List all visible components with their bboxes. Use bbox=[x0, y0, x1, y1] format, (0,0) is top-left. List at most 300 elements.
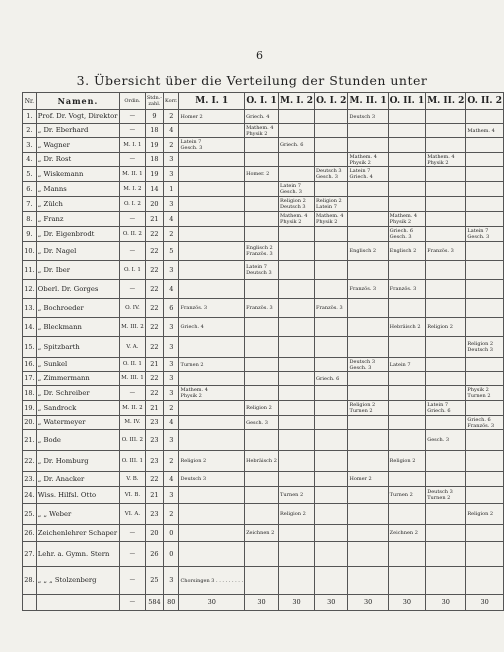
subject-cell bbox=[466, 525, 504, 542]
subject-entry: Mathem. 4 bbox=[316, 213, 344, 219]
subject-cell bbox=[315, 416, 348, 430]
subject-cell bbox=[348, 182, 388, 197]
subject-entry: Deutsch 3 bbox=[246, 270, 272, 276]
table-row bbox=[23, 110, 504, 124]
subject-cell bbox=[179, 110, 245, 124]
corrections-count: 3 bbox=[164, 358, 179, 372]
header-class: O. II. 2 bbox=[466, 93, 504, 110]
teacher-name: „ Bochroeder bbox=[36, 299, 119, 318]
header-stdnzahl: Stdn.-zahl. bbox=[145, 93, 163, 110]
subject-cell bbox=[279, 124, 315, 138]
subject-cell bbox=[426, 401, 466, 416]
subject-cell bbox=[315, 110, 348, 124]
hours-count: 22 bbox=[145, 472, 163, 487]
header-korr: Korr. bbox=[164, 93, 179, 110]
subject-entry: Homer. 2 bbox=[246, 171, 270, 177]
subject-cell bbox=[348, 167, 388, 182]
subject-cell bbox=[348, 430, 388, 451]
teacher-name: „ Zülch bbox=[36, 197, 119, 212]
ordinarius: M. III. 2 bbox=[120, 318, 146, 337]
subject-cell bbox=[279, 386, 315, 401]
subject-cell bbox=[315, 242, 348, 261]
subject-cell bbox=[245, 261, 279, 280]
subject-cell bbox=[245, 430, 279, 451]
subject-cell bbox=[315, 504, 348, 525]
corrections-count: 0 bbox=[164, 525, 179, 542]
subject-entry: Zeichnen 2 bbox=[246, 530, 275, 536]
subject-cell bbox=[279, 153, 315, 167]
totals-blank bbox=[36, 595, 119, 611]
subject-cell bbox=[388, 416, 426, 430]
totals-blank bbox=[23, 595, 37, 611]
hours-count: 22 bbox=[145, 280, 163, 299]
subject-cell bbox=[388, 242, 426, 261]
table-row bbox=[23, 487, 504, 504]
subject-cell bbox=[245, 182, 279, 197]
subject-cell bbox=[388, 451, 426, 472]
subject-entry: Mathem. 4 bbox=[389, 213, 418, 219]
subject-cell bbox=[466, 153, 504, 167]
teaching-hours-table bbox=[22, 92, 504, 611]
class-total: 30 bbox=[388, 595, 426, 611]
subject-cell bbox=[245, 110, 279, 124]
ordinarius: — bbox=[120, 242, 146, 261]
table-row bbox=[23, 212, 504, 227]
subject-cell bbox=[466, 318, 504, 337]
subject-cell bbox=[426, 372, 466, 386]
subject-cell bbox=[426, 212, 466, 227]
subject-entry: Gesch. 3 bbox=[427, 437, 450, 443]
teacher-name: „ Spitzbarth bbox=[36, 337, 119, 358]
subject-cell bbox=[426, 487, 466, 504]
hours-count: 22 bbox=[145, 261, 163, 280]
hours-count: 21 bbox=[145, 358, 163, 372]
table-row bbox=[23, 386, 504, 401]
subject-entry: Mathem. 4 bbox=[180, 387, 208, 393]
page-title: 3. Übersicht über die Verteilung der Stunden unter bbox=[76, 73, 428, 88]
ordinarius: O. I. 1 bbox=[120, 261, 146, 280]
row-number: 19. bbox=[23, 401, 37, 416]
subject-cell bbox=[245, 372, 279, 386]
hours-count: 9 bbox=[145, 110, 163, 124]
subject-cell bbox=[279, 358, 315, 372]
hours-count: 14 bbox=[145, 182, 163, 197]
subject-cell bbox=[179, 153, 245, 167]
subject-entry: Griech. 6 bbox=[389, 228, 413, 234]
subject-cell bbox=[388, 280, 426, 299]
header-class: O. I. 2 bbox=[315, 93, 348, 110]
totals-row bbox=[23, 595, 504, 611]
subject-cell bbox=[426, 182, 466, 197]
teacher-name: „ Sandrock bbox=[36, 401, 119, 416]
row-number: 17. bbox=[23, 372, 37, 386]
row-number: 1. bbox=[23, 110, 37, 124]
teacher-name: „ Bleckmann bbox=[36, 318, 119, 337]
subject-cell bbox=[315, 337, 348, 358]
subject-cell bbox=[388, 182, 426, 197]
subject-cell bbox=[179, 212, 245, 227]
subject-entry: Latein 7 bbox=[180, 139, 202, 145]
subject-cell bbox=[466, 416, 504, 430]
subject-cell bbox=[179, 525, 245, 542]
subject-cell bbox=[348, 472, 388, 487]
corrections-count: 4 bbox=[164, 416, 179, 430]
subject-cell bbox=[348, 542, 388, 567]
subject-cell bbox=[245, 386, 279, 401]
row-number: 18. bbox=[23, 386, 37, 401]
subject-cell bbox=[426, 386, 466, 401]
subject-cell bbox=[348, 416, 388, 430]
ordinarius: O. II. 2 bbox=[120, 227, 146, 242]
subject-cell bbox=[348, 487, 388, 504]
row-number: 23. bbox=[23, 472, 37, 487]
table-row bbox=[23, 182, 504, 197]
ordinarius: M. I. 1 bbox=[120, 138, 146, 153]
subject-cell bbox=[245, 280, 279, 299]
subject-cell bbox=[315, 372, 348, 386]
row-number: 27. bbox=[23, 542, 37, 567]
subject-cell bbox=[426, 242, 466, 261]
row-number: 14. bbox=[23, 318, 37, 337]
subject-cell bbox=[348, 318, 388, 337]
ordinarius: M. I. 2 bbox=[120, 182, 146, 197]
table-row bbox=[23, 124, 504, 138]
corrections-count: 1 bbox=[164, 182, 179, 197]
subject-entry: Physik 2 bbox=[467, 387, 489, 393]
subject-cell bbox=[179, 386, 245, 401]
table-row bbox=[23, 416, 504, 430]
hours-count: 19 bbox=[145, 167, 163, 182]
subject-cell bbox=[279, 487, 315, 504]
corrections-count: 4 bbox=[164, 212, 179, 227]
corrections-count: 2 bbox=[164, 227, 179, 242]
hours-count: 18 bbox=[145, 153, 163, 167]
subject-cell bbox=[466, 212, 504, 227]
subject-cell bbox=[466, 542, 504, 567]
hours-count: 23 bbox=[145, 430, 163, 451]
subject-entry: Deutsch 3 bbox=[467, 347, 493, 353]
table-row bbox=[23, 451, 504, 472]
subject-entry: Französ. 3 bbox=[180, 305, 208, 311]
subject-cell bbox=[388, 212, 426, 227]
table-row bbox=[23, 318, 504, 337]
row-number: 5. bbox=[23, 167, 37, 182]
subject-entry: Englisch 2 bbox=[246, 245, 273, 251]
table-row bbox=[23, 472, 504, 487]
teacher-name: „ Wagner bbox=[36, 138, 119, 153]
subject-cell bbox=[279, 318, 315, 337]
table-row bbox=[23, 280, 504, 299]
subject-cell bbox=[388, 110, 426, 124]
subject-cell bbox=[388, 487, 426, 504]
subject-entry: Turnen 2 bbox=[180, 361, 204, 368]
subject-cell bbox=[245, 416, 279, 430]
subject-cell bbox=[179, 197, 245, 212]
subject-entry: Religion 2 bbox=[467, 511, 494, 517]
ordinarius: VI. B. bbox=[120, 487, 146, 504]
subject-entry: Physik 2 bbox=[246, 130, 268, 137]
header-row bbox=[23, 93, 504, 110]
subject-cell bbox=[179, 280, 245, 299]
subject-cell bbox=[179, 401, 245, 416]
subject-cell bbox=[348, 227, 388, 242]
ordinarius: — bbox=[120, 567, 146, 595]
subject-cell bbox=[315, 487, 348, 504]
subject-cell bbox=[426, 261, 466, 280]
hours-count: 23 bbox=[145, 451, 163, 472]
corrections-count: 3 bbox=[164, 197, 179, 212]
header-class: M. I. 2 bbox=[279, 93, 315, 110]
subject-cell bbox=[348, 358, 388, 372]
subject-cell bbox=[315, 430, 348, 451]
subject-cell bbox=[279, 242, 315, 261]
ordinarius: M. II. 1 bbox=[120, 167, 146, 182]
subject-entry: Turnen 2 bbox=[349, 408, 373, 414]
subject-cell bbox=[426, 138, 466, 153]
subject-cell bbox=[179, 504, 245, 525]
subject-cell bbox=[426, 504, 466, 525]
table-row bbox=[23, 525, 504, 542]
header-class: O. II. 1 bbox=[388, 93, 426, 110]
subject-cell bbox=[315, 386, 348, 401]
subject-cell bbox=[348, 401, 388, 416]
table-row bbox=[23, 337, 504, 358]
subject-cell bbox=[279, 261, 315, 280]
subject-cell bbox=[426, 358, 466, 372]
subject-cell bbox=[245, 472, 279, 487]
subject-cell bbox=[315, 124, 348, 138]
corrections-count: 2 bbox=[164, 504, 179, 525]
subject-cell bbox=[245, 318, 279, 337]
subject-cell bbox=[245, 227, 279, 242]
ordinarius: M. II. 2 bbox=[120, 401, 146, 416]
subject-cell bbox=[179, 124, 245, 138]
ordinarius: — bbox=[120, 542, 146, 567]
subject-cell bbox=[315, 542, 348, 567]
subject-entry: Gesch. 3 bbox=[280, 189, 302, 195]
subject-cell bbox=[348, 337, 388, 358]
ordinarius: O. II. 1 bbox=[120, 358, 146, 372]
total-corrections: 80 bbox=[164, 595, 179, 611]
subject-cell bbox=[179, 430, 245, 451]
subject-entry: Griech. 6 bbox=[467, 416, 491, 423]
subject-cell bbox=[388, 153, 426, 167]
subject-entry: Mathem. 4 bbox=[427, 153, 455, 160]
subject-entry: Turnen 2 bbox=[427, 495, 451, 501]
subject-cell bbox=[466, 337, 504, 358]
teacher-name: „ Zimmermann bbox=[36, 372, 119, 386]
subject-cell bbox=[426, 299, 466, 318]
row-number: 22. bbox=[23, 451, 37, 472]
subject-cell bbox=[348, 372, 388, 386]
teacher-name: „ „ „ Stolzenberg bbox=[36, 567, 119, 595]
subject-cell bbox=[348, 525, 388, 542]
subject-cell bbox=[388, 124, 426, 138]
subject-cell bbox=[279, 212, 315, 227]
subject-entry: Französ. 3 bbox=[246, 305, 273, 311]
subject-cell bbox=[388, 138, 426, 153]
subject-cell bbox=[388, 386, 426, 401]
corrections-count: 3 bbox=[164, 487, 179, 504]
teacher-name: „ Wiskemann bbox=[36, 167, 119, 182]
subject-cell bbox=[348, 212, 388, 227]
subject-entry: Religion 2 bbox=[389, 458, 416, 464]
subject-cell bbox=[348, 567, 388, 595]
subject-cell bbox=[179, 567, 245, 595]
subject-entry: Mathem. 4 bbox=[280, 213, 308, 219]
subject-cell bbox=[388, 372, 426, 386]
subject-cell bbox=[179, 372, 245, 386]
row-number: 8. bbox=[23, 212, 37, 227]
subject-entry: Zeichnen 2 bbox=[389, 530, 418, 536]
corrections-count: 2 bbox=[164, 138, 179, 153]
subject-cell bbox=[426, 525, 466, 542]
subject-entry: Mathem. 4 bbox=[467, 127, 495, 134]
subject-cell bbox=[279, 401, 315, 416]
subject-cell bbox=[388, 542, 426, 567]
subject-cell bbox=[388, 337, 426, 358]
subject-entry: Religion 2 bbox=[467, 341, 494, 347]
subject-entry: Griech. 4 bbox=[349, 174, 373, 180]
subject-cell bbox=[179, 451, 245, 472]
ordinarius: — bbox=[120, 110, 146, 124]
corrections-count: 3 bbox=[164, 386, 179, 401]
subject-entry: Physik 2 bbox=[349, 159, 371, 166]
corrections-count: 3 bbox=[164, 167, 179, 182]
corrections-count: 3 bbox=[164, 372, 179, 386]
subject-cell bbox=[245, 525, 279, 542]
subject-entry: Religion 2 bbox=[280, 198, 306, 204]
subject-entry: Deutsch 3 bbox=[349, 358, 376, 365]
subject-cell bbox=[466, 386, 504, 401]
subject-entry: Religion 2 bbox=[246, 405, 272, 411]
row-number: 7. bbox=[23, 197, 37, 212]
class-total: 30 bbox=[348, 595, 388, 611]
subject-entry: Griech. 6 bbox=[316, 375, 340, 382]
subject-entry: Latein 7 bbox=[246, 264, 267, 270]
subject-cell bbox=[315, 261, 348, 280]
subject-cell bbox=[245, 358, 279, 372]
header-ordin: Ordin. bbox=[120, 93, 146, 110]
row-number: 9. bbox=[23, 227, 37, 242]
row-number: 16. bbox=[23, 358, 37, 372]
subject-cell bbox=[279, 416, 315, 430]
subject-entry: Französ. 3 bbox=[316, 305, 343, 311]
subject-cell bbox=[426, 451, 466, 472]
hours-count: 19 bbox=[145, 138, 163, 153]
subject-cell bbox=[179, 337, 245, 358]
subject-cell bbox=[315, 401, 348, 416]
subject-cell bbox=[245, 242, 279, 261]
subject-cell bbox=[388, 504, 426, 525]
subject-cell bbox=[245, 212, 279, 227]
subject-entry: Chorsingen 3 . . . . . . . . . bbox=[180, 577, 244, 584]
corrections-count: 5 bbox=[164, 242, 179, 261]
teacher-name: „ Manns bbox=[36, 182, 119, 197]
subject-cell bbox=[388, 261, 426, 280]
subject-cell bbox=[426, 280, 466, 299]
table-row bbox=[23, 372, 504, 386]
subject-cell bbox=[388, 227, 426, 242]
corrections-count: 4 bbox=[164, 280, 179, 299]
ordinarius: — bbox=[120, 212, 146, 227]
subject-entry: Englisch 2 bbox=[389, 248, 417, 254]
subject-cell bbox=[315, 182, 348, 197]
ordinarius: — bbox=[120, 280, 146, 299]
row-number: 26. bbox=[23, 525, 37, 542]
ordinarius: — bbox=[120, 153, 146, 167]
corrections-count: 2 bbox=[164, 451, 179, 472]
subject-entry: Physik 2 bbox=[180, 393, 202, 399]
subject-entry: Griech. 6 bbox=[427, 408, 451, 414]
table-row bbox=[23, 358, 504, 372]
corrections-count: 3 bbox=[164, 567, 179, 595]
subject-cell bbox=[279, 227, 315, 242]
header-class: O. I. 1 bbox=[245, 93, 279, 110]
corrections-count: 2 bbox=[164, 110, 179, 124]
subject-cell bbox=[245, 487, 279, 504]
subject-cell bbox=[348, 242, 388, 261]
subject-entry: Gesch. 3 bbox=[246, 419, 268, 426]
subject-cell bbox=[426, 124, 466, 138]
class-total: 30 bbox=[245, 595, 279, 611]
header-class: M. I. 1 bbox=[179, 93, 245, 110]
subject-cell bbox=[348, 280, 388, 299]
subject-entry: Hebräisch 2 bbox=[246, 458, 277, 464]
subject-cell bbox=[279, 299, 315, 318]
hours-count: 21 bbox=[145, 212, 163, 227]
header-class: M. II. 2 bbox=[426, 93, 466, 110]
subject-cell bbox=[466, 487, 504, 504]
subject-entry: Religion 2 bbox=[349, 402, 376, 408]
subject-cell bbox=[466, 242, 504, 261]
subject-cell bbox=[348, 153, 388, 167]
row-number: 3. bbox=[23, 138, 37, 153]
hours-count: 21 bbox=[145, 487, 163, 504]
class-total: 30 bbox=[179, 595, 245, 611]
subject-entry: Griech. 4 bbox=[246, 113, 270, 120]
subject-cell bbox=[426, 167, 466, 182]
subject-cell bbox=[245, 167, 279, 182]
subject-cell bbox=[466, 280, 504, 299]
hours-count: 22 bbox=[145, 337, 163, 358]
teacher-name: „ Dr. Eberhard bbox=[36, 124, 119, 138]
subject-cell bbox=[388, 430, 426, 451]
class-total: 30 bbox=[426, 595, 466, 611]
subject-entry: Gesch. 3 bbox=[349, 364, 372, 371]
corrections-count: 3 bbox=[164, 430, 179, 451]
subject-cell bbox=[426, 416, 466, 430]
subject-cell bbox=[348, 110, 388, 124]
subject-entry: Mathem. 4 bbox=[246, 124, 274, 131]
subject-cell bbox=[426, 337, 466, 358]
teacher-name: „ Dr. Schreiber bbox=[36, 386, 119, 401]
ordinarius: O. III. 1 bbox=[120, 451, 146, 472]
subject-cell bbox=[245, 337, 279, 358]
row-number: 13. bbox=[23, 299, 37, 318]
subject-cell bbox=[179, 227, 245, 242]
subject-entry: Französ. 3 bbox=[246, 251, 273, 257]
table-row bbox=[23, 401, 504, 416]
subject-entry: Religion 2 bbox=[280, 511, 306, 517]
subject-entry: Homer 2 bbox=[349, 476, 372, 482]
subject-cell bbox=[315, 197, 348, 212]
teacher-name: „ Dr. Anacker bbox=[36, 472, 119, 487]
teacher-name: Wiss. Hilfsl. Otto bbox=[36, 487, 119, 504]
row-number: 4. bbox=[23, 153, 37, 167]
subject-entry: Gesch. 3 bbox=[180, 145, 203, 151]
subject-cell bbox=[279, 525, 315, 542]
